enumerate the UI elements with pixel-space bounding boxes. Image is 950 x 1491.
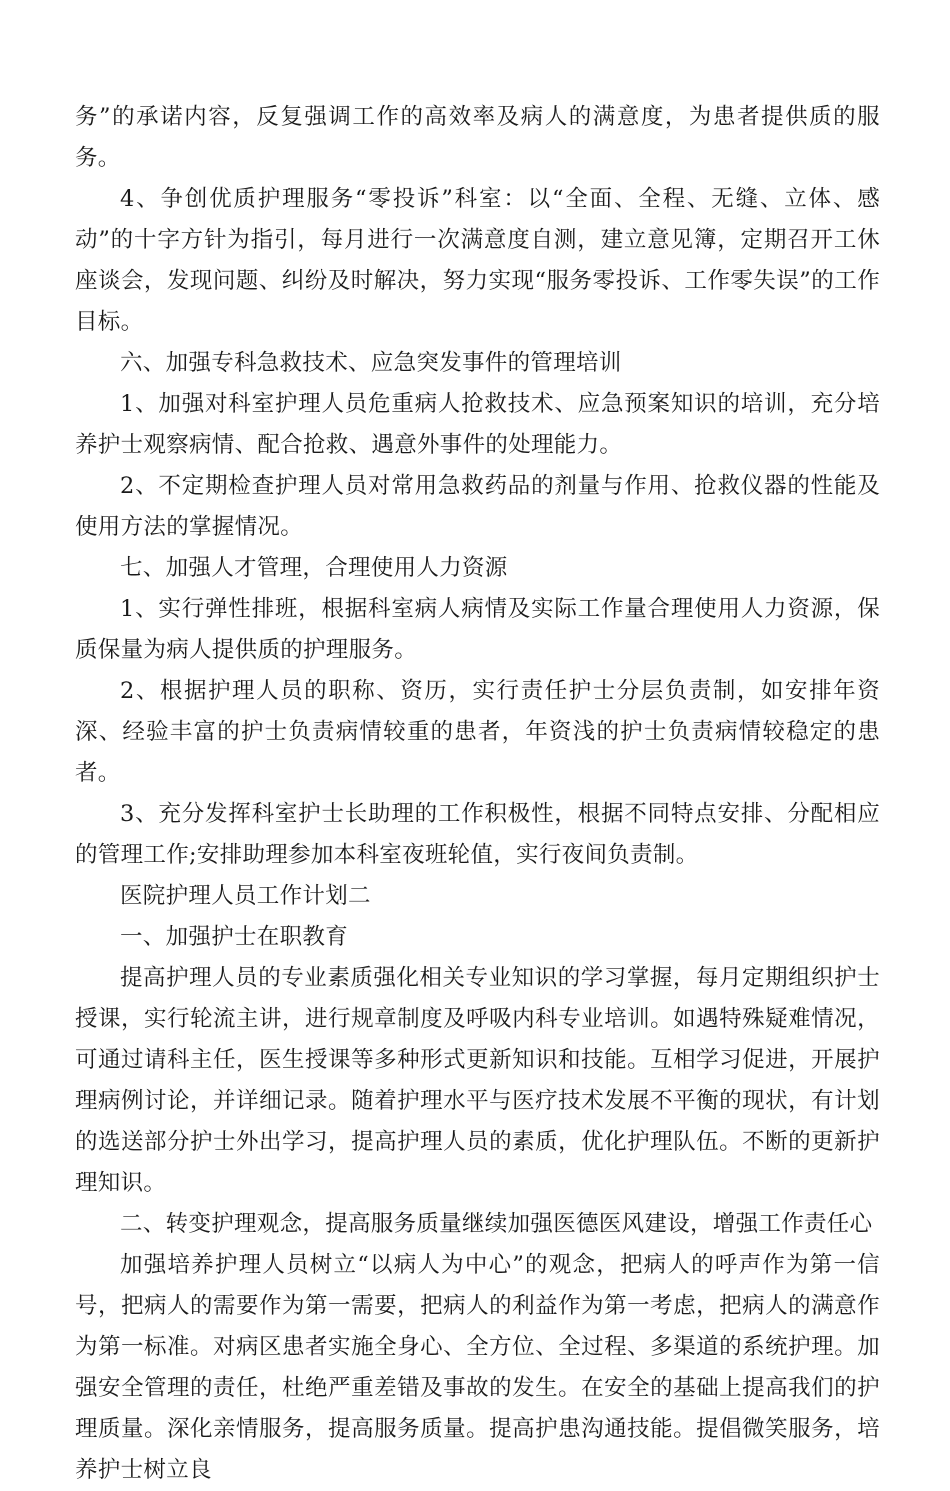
paragraph-item-1-flexible-scheduling: 1、实行弹性排班，根据科室病人病情及实际工作量合理使用人力资源，保质保量为病人提供质的护理服务。 [75,596,880,663]
section-heading-6: 六、加强专科急救技术、应急突发事件的管理培训 [120,350,622,376]
paragraph-item-1-emergency-training: 1、加强对科室护理人员危重病人抢救技术、应急预案知识的培训，充分培养护士观察病情、配合抢救、遇意外事件的处理能力。 [75,391,880,458]
paragraph-item-2-tiered-responsibility: 2、根据护理人员的职称、资历，实行责任护士分层负责制，如安排年资深、经验丰富的护士负责病情较重的患者，年资浅的护士负责病情较稳定的患者。 [75,678,880,786]
paragraph-in-service-education: 提高护理人员的专业素质强化相关专业知识的学习掌握，每月定期组织护士授课，实行轮流主讲，进行规章制度及呼吸内科专业培训。如遇特殊疑难情况，可通过请科主任，医生授课等多种形式更新知识和技能。互相学习促进，开展护理病例讨论，并详细记录。随着护理水平与医疗技术发展不平衡的现状，有计划的选送部分护士外出学习，提高护理人员的素质，优化护理队伍。不断的更新护理知识。 [75,965,880,1196]
paragraph-item-3-assistant-role: 3、充分发挥科室护士长助理的工作积极性，根据不同特点安排、分配相应的管理工作;安排助理参加本科室夜班轮值，实行夜间负责制。 [75,801,880,868]
paragraph-continuation: 务”的承诺内容，反复强调工作的高效率及病人的满意度，为患者提供质的服务。 [75,104,880,171]
section-heading-2: 二、转变护理观念，提高服务质量继续加强医德医风建设，增强工作责任心 [120,1211,873,1237]
paragraph-item-2-drug-inspection: 2、不定期检查护理人员对常用急救药品的剂量与作用、抢救仪器的性能及使用方法的掌握情况。 [75,473,880,540]
section-heading-7: 七、加强人才管理，合理使用人力资源 [120,555,508,581]
document-body [75,97,880,1491]
paragraph-patient-centered-care: 加强培养护理人员树立“以病人为中心”的观念，把病人的呼声作为第一信号，把病人的需要作为第一需要，把病人的利益作为第一考虑，把病人的满意作为第一标准。对病区患者实施全身心、全方位、全过程、多渠道的系统护理。加强安全管理的责任，杜绝严重差错及事故的发生。在安全的基础上提高我们的护理质量。深化亲情服务，提高服务质量。提高护患沟通技能。提倡微笑服务，培养护士树立良 [75,1252,880,1483]
section-heading-1: 一、加强护士在职教育 [120,924,349,950]
plan-title-2: 医院护理人员工作计划二 [120,883,371,909]
paragraph-item-4-zero-complaint: 4、争创优质护理服务“零投诉”科室：以“全面、全程、无缝、立体、感动”的十字方针为指引，每月进行一次满意度自测，建立意见簿，定期召开工休座谈会，发现问题、纠纷及时解决，努力实现“服务零投诉、工作零失误”的工作目标。 [75,186,880,335]
